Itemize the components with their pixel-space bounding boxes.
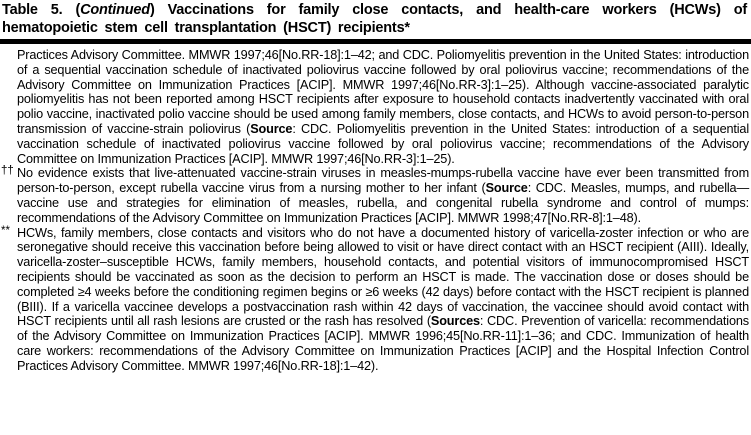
footnote-text: : CDC. Poliomyelitis prevention in the United States: introduction of a sequential vaccination schedule of inactivated poliovirus vaccine followed by oral poliovirus vaccine; recommendations of the Advisory Committee on Immunization Practices [ACIP]. MMWR 1997;46[No.RR-3]:1–25). [17, 121, 749, 166]
table-title-suffix: ) Vaccinations for family close contacts, and health-care workers (HCWs) of hematopoietic stem cell transplantation (HSCT) recipients* [2, 2, 747, 36]
footnotes-section [0, 47, 751, 374]
source-label: Sources [430, 314, 480, 329]
footnote-continuation [0, 48, 749, 166]
table-title-prefix: Table 5. ( [2, 2, 81, 18]
footnote-marker-double-asterisk: ** [1, 224, 10, 237]
footnote-text: : CDC. Prevention of varicella: recommendations of the Advisory Committee on Immunization Practices [ACIP]. MMWR 1996;45[No.RR-11]:1–36; and CDC. Immunization of health care workers: recommendations of the Advisory Committee on Immunization Practices [ACIP] and the Hospital Infection Control Practices Advisory Committee. MMWR 1997;46[No.RR-18]:1–42). [17, 314, 749, 373]
source-label: Source [250, 121, 293, 136]
footnote-text: Practices Advisory Committee. MMWR 1997;46[No.RR-18]:1–42; and CDC. Poliomyelitis prevention in the United States: introduction of a sequential vaccination schedule of inactivated poliovirus vaccine followed by oral poliovirus vaccine; recommendations of the Advisory Committee on Immunization Practices [ACIP]. MMWR 1997;46[No.RR-3]:1–25). Although vaccine-associated paralytic poliomyelitis has not been reported among HSCT recipients after exposure to household contacts inadvertently vaccinated with oral polio vaccine, inactivated polio vaccine should be used among family members, close contacts, and HCWs to avoid person-to-person transmission of vaccine-strain poliovirus ( [17, 48, 749, 136]
footnote-text: : CDC. Measles, mumps, and rubella—vaccine use and strategies for elimination of measles, rubella, and congenital rubella syndrome and control of mumps: recommendations of the Advisory Committee on Immunization Practices [ACIP]. MMWR 1998;47[No.RR-8]:1–48). [17, 181, 749, 225]
footnote-double-asterisk [0, 226, 749, 374]
title-divider [0, 39, 751, 44]
footnote-text: HCWs, family members, close contacts and visitors who do not have a documented history of varicella-zoster infection or who are seronegative should receive this vaccination before being allowed to visit or have direct contact with an HSCT recipient (AIII). Ideally, varicella-zoster–susceptible HCWs, family members, household contacts, and potential visitors of immunocompromised HSCT recipients should be vaccinated as soon as the decision to perform an HSCT is made. The vaccination dose or doses should be completed ≥4 weeks before the conditioning regimen begins or ≥6 weeks (42 days) before contact with the HSCT recipient is planned (BIII). If a varicella vaccinee develops a postvaccination rash within 42 days of vaccination, the vaccinee should avoid contact with HSCT recipients until all rash lesions are crusted or the rash has resolved ( [17, 225, 749, 329]
footnote-text: No evidence exists that live-attenuated vaccine-strain viruses in measles-mumps-rubella vaccine have ever been transmitted from person-to-person, except rubella vaccine virus from a nursing mother to her infant ( [17, 166, 749, 196]
source-label: Source [485, 181, 528, 196]
table-title-continued: Continued [80, 2, 150, 18]
footnote-double-dagger [0, 166, 749, 225]
table-title [0, 0, 751, 37]
footnote-marker-double-dagger: †† [1, 165, 14, 178]
